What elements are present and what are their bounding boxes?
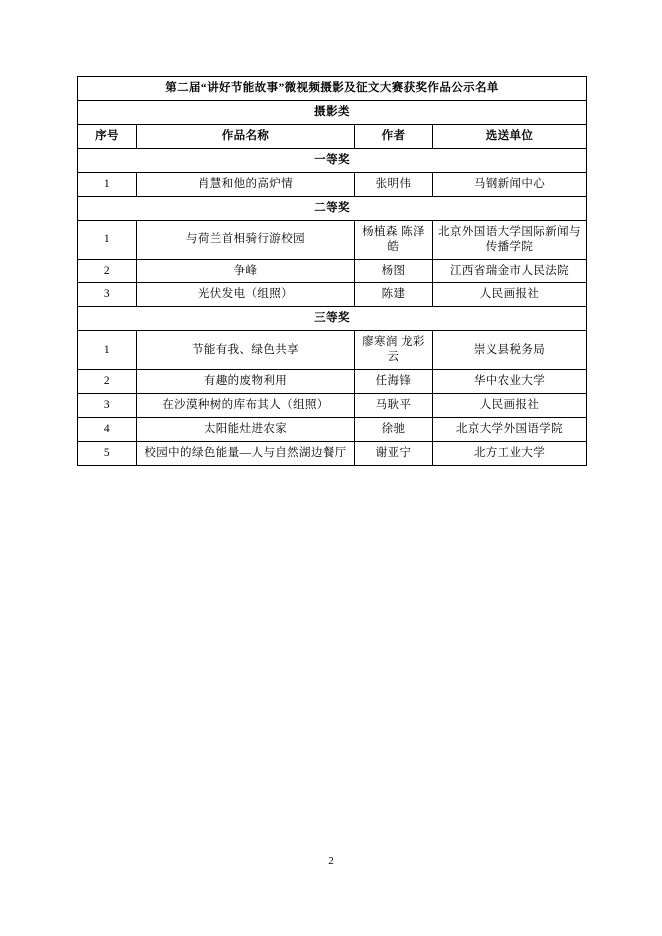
- table-row: [78, 259, 587, 283]
- row-author: 廖寒润 龙彩云: [355, 331, 433, 370]
- row-unit: 马钢新闻中心: [433, 172, 587, 196]
- table-row: [78, 220, 587, 259]
- row-work-title: 争峰: [137, 259, 355, 283]
- row-index: 2: [78, 259, 137, 283]
- row-author: 杨图: [355, 259, 433, 283]
- row-author: 徐驰: [355, 418, 433, 442]
- row-index: 1: [78, 220, 137, 259]
- table-row: [78, 331, 587, 370]
- tier-banner: 二等奖: [78, 196, 587, 220]
- row-work-title: 与荷兰首相骑行游校园: [137, 220, 355, 259]
- row-author: 张明伟: [355, 172, 433, 196]
- award-table-container: [77, 76, 586, 466]
- award-table-body: [78, 77, 587, 466]
- row-unit: 人民画报社: [433, 394, 587, 418]
- table-row: [78, 418, 587, 442]
- row-unit: 北京外国语大学国际新闻与传播学院: [433, 220, 587, 259]
- row-unit: 华中农业大学: [433, 370, 587, 394]
- row-author: 任海锋: [355, 370, 433, 394]
- award-list-table: [77, 76, 587, 466]
- table-row: [78, 442, 587, 466]
- row-author: 杨植森 陈泽皓: [355, 220, 433, 259]
- row-work-title: 有趣的废物利用: [137, 370, 355, 394]
- category-row: [78, 100, 587, 124]
- tier-banner-row: [78, 148, 587, 172]
- tier-banner: 一等奖: [78, 148, 587, 172]
- row-unit: 江西省瑞金市人民法院: [433, 259, 587, 283]
- row-author: 马耿平: [355, 394, 433, 418]
- column-header-index: 序号: [78, 124, 137, 148]
- row-work-title: 在沙漠种树的库布其人（组照）: [137, 394, 355, 418]
- page-number: 2: [328, 855, 334, 867]
- row-work-title: 太阳能灶进农家: [137, 418, 355, 442]
- row-index: 3: [78, 283, 137, 307]
- row-author: 陈建: [355, 283, 433, 307]
- row-index: 2: [78, 370, 137, 394]
- column-header-unit: 选送单位: [433, 124, 587, 148]
- table-row: [78, 172, 587, 196]
- column-header-work-title: 作品名称: [137, 124, 355, 148]
- row-index: 5: [78, 442, 137, 466]
- row-index: 1: [78, 172, 137, 196]
- row-unit: 北方工业大学: [433, 442, 587, 466]
- row-work-title: 节能有我、绿色共享: [137, 331, 355, 370]
- row-index: 1: [78, 331, 137, 370]
- row-index: 4: [78, 418, 137, 442]
- table-row: [78, 283, 587, 307]
- row-work-title: 校园中的绿色能量—人与自然湖边餐厅: [137, 442, 355, 466]
- table-row: [78, 394, 587, 418]
- category-banner: 摄影类: [78, 100, 587, 124]
- row-unit: 崇义县税务局: [433, 331, 587, 370]
- tier-banner-row: [78, 196, 587, 220]
- document-title: 第二届“讲好节能故事”微视频摄影及征文大赛获奖作品公示名单: [78, 77, 587, 101]
- row-work-title: 光伏发电（组照）: [137, 283, 355, 307]
- tier-banner-row: [78, 307, 587, 331]
- row-index: 3: [78, 394, 137, 418]
- tier-banner: 三等奖: [78, 307, 587, 331]
- column-header-row: [78, 124, 587, 148]
- column-header-author: 作者: [355, 124, 433, 148]
- row-unit: 北京大学外国语学院: [433, 418, 587, 442]
- row-author: 谢亚宁: [355, 442, 433, 466]
- table-row: [78, 370, 587, 394]
- row-work-title: 肖慧和他的高炉情: [137, 172, 355, 196]
- document-title-row: [78, 77, 587, 101]
- row-unit: 人民画报社: [433, 283, 587, 307]
